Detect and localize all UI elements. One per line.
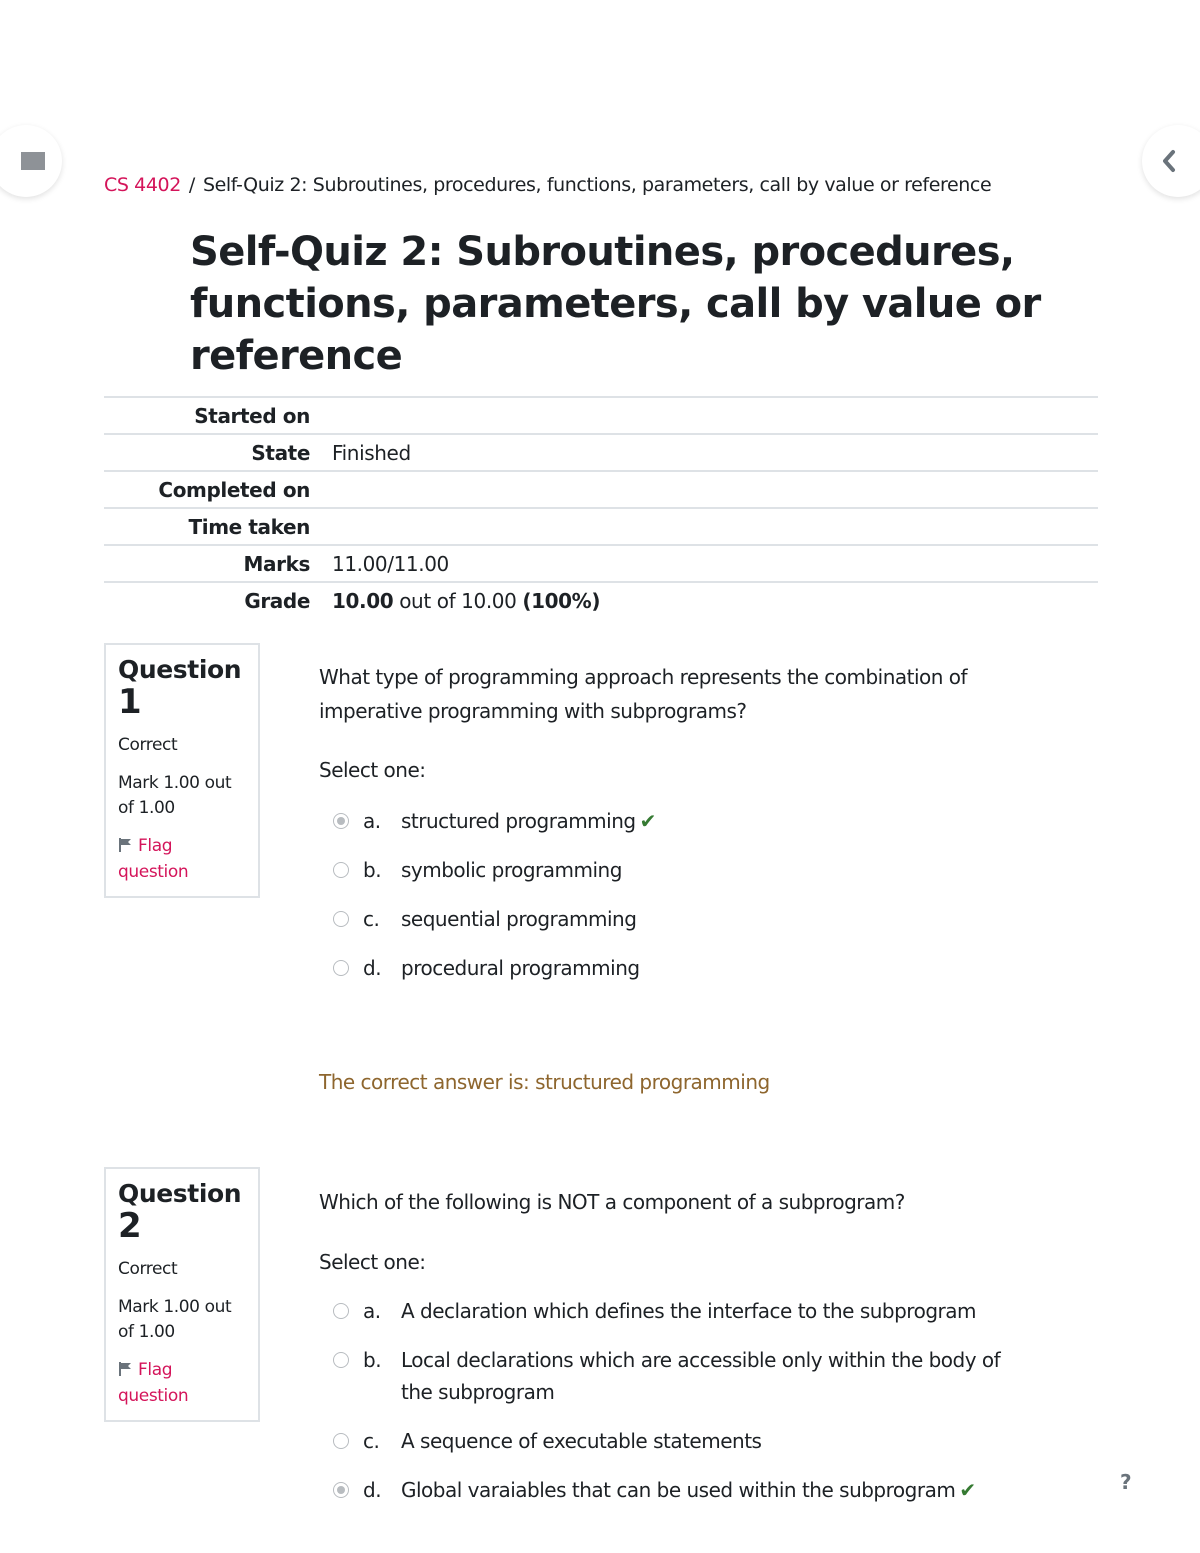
- summary-value: Finished: [332, 440, 411, 465]
- option-text: procedural programming: [401, 956, 640, 980]
- summary-label: Grade: [244, 589, 310, 613]
- answer-option-b[interactable]: [330, 854, 1070, 886]
- drawer-toggle-button[interactable]: [0, 125, 62, 197]
- option-letter: a.: [363, 809, 381, 833]
- radio-button[interactable]: [333, 911, 349, 927]
- select-one-label: Select one:: [319, 1250, 426, 1274]
- summary-row-state: [104, 434, 1098, 471]
- answer-option-a[interactable]: [330, 805, 1070, 837]
- question-state: Correct: [118, 735, 178, 755]
- option-text: symbolic programming: [401, 858, 622, 882]
- select-one-label: Select one:: [319, 758, 426, 782]
- option-letter: c.: [363, 907, 380, 931]
- drawer-icon: [21, 152, 45, 170]
- answer-option-c[interactable]: [330, 1425, 1070, 1457]
- answer-option-d[interactable]: [330, 952, 1070, 984]
- radio-button[interactable]: [333, 960, 349, 976]
- question-title: Question 2: [118, 1179, 246, 1243]
- summary-label: Marks: [243, 551, 310, 576]
- summary-label: Completed on: [158, 477, 310, 502]
- summary-row-time: [104, 508, 1098, 545]
- option-text: Local declarations which are accessible only within the body of the subprogram: [401, 1348, 1001, 1404]
- flag-question-link[interactable]: Flag question: [118, 836, 189, 882]
- option-text: Global varaiables that can be used within the subprogram: [401, 1478, 956, 1502]
- question-number: 2: [118, 1206, 142, 1246]
- summary-value: [320, 508, 1098, 545]
- correct-check-icon: ✔: [639, 809, 656, 833]
- grade-percent: (100%): [522, 589, 601, 613]
- option-text: A declaration which defines the interface to the subprogram: [401, 1299, 976, 1323]
- option-letter: b.: [363, 1348, 382, 1372]
- option-text: sequential programming: [401, 907, 637, 931]
- question-grade: Mark 1.00 out of 1.00: [118, 773, 232, 818]
- breadcrumb-course-link[interactable]: CS 4402: [104, 174, 181, 196]
- radio-button[interactable]: [333, 1433, 349, 1449]
- question-title: Question 1: [118, 655, 246, 719]
- flag-question-link[interactable]: Flag question: [118, 1360, 189, 1406]
- summary-row-marks: [104, 545, 1098, 582]
- summary-row-completed: [104, 471, 1098, 508]
- help-icon[interactable]: ?: [1120, 1470, 1132, 1494]
- answer-option-a[interactable]: [330, 1295, 1070, 1327]
- page-title: Self-Quiz 2: Subroutines, procedures, functions, parameters, call by value or reference: [190, 229, 1041, 379]
- radio-button[interactable]: [333, 813, 349, 829]
- summary-value: [320, 471, 1098, 508]
- question-grade: Mark 1.00 out of 1.00: [118, 1297, 232, 1342]
- answer-option-b[interactable]: [330, 1344, 1030, 1408]
- question-state: Correct: [118, 1259, 178, 1279]
- option-letter: d.: [363, 1478, 382, 1502]
- grade-score: 10.00: [332, 589, 394, 613]
- radio-button[interactable]: [333, 1352, 349, 1368]
- radio-button[interactable]: [333, 1303, 349, 1319]
- answer-option-d[interactable]: [330, 1474, 1070, 1506]
- question-1-info: [104, 643, 260, 898]
- flag-icon: [118, 837, 134, 853]
- option-text: A sequence of executable statements: [401, 1429, 762, 1453]
- correct-check-icon: ✔: [959, 1478, 976, 1502]
- chevron-left-icon: [1160, 149, 1178, 173]
- answer-list: [330, 1295, 1070, 1506]
- summary-value: 11.00/11.00: [332, 551, 449, 576]
- question-number: 1: [118, 682, 142, 722]
- summary-label: Started on: [194, 403, 310, 428]
- quiz-summary-table: [104, 396, 1098, 619]
- radio-button[interactable]: [333, 862, 349, 878]
- grade-out-of: out of 10.00: [393, 589, 523, 613]
- breadcrumb: [104, 174, 991, 196]
- radio-button[interactable]: [333, 1482, 349, 1498]
- question-2-info: [104, 1167, 260, 1422]
- option-letter: a.: [363, 1299, 381, 1323]
- summary-row-started: [104, 397, 1098, 434]
- summary-value: [320, 582, 1098, 619]
- block-drawer-button[interactable]: [1142, 125, 1200, 197]
- option-text: structured programming: [401, 809, 636, 833]
- correct-answer-feedback: The correct answer is: structured programming: [319, 1070, 770, 1094]
- option-letter: b.: [363, 858, 382, 882]
- question-text: What type of programming approach represents the combination of imperative programming with subprograms?: [319, 665, 968, 723]
- option-letter: c.: [363, 1429, 380, 1453]
- summary-label: State: [251, 440, 310, 465]
- flag-icon: [118, 1361, 134, 1377]
- summary-row-grade: [104, 582, 1098, 619]
- summary-label: Time taken: [188, 514, 310, 539]
- summary-value: [320, 397, 1098, 434]
- option-letter: d.: [363, 956, 382, 980]
- answer-option-c[interactable]: [330, 903, 1070, 935]
- breadcrumb-separator: /: [188, 174, 195, 196]
- answer-list: [330, 805, 1070, 984]
- breadcrumb-current: Self-Quiz 2: Subroutines, procedures, functions, parameters, call by value or reference: [202, 174, 992, 196]
- question-text: Which of the following is NOT a component of a subprogram?: [319, 1190, 905, 1214]
